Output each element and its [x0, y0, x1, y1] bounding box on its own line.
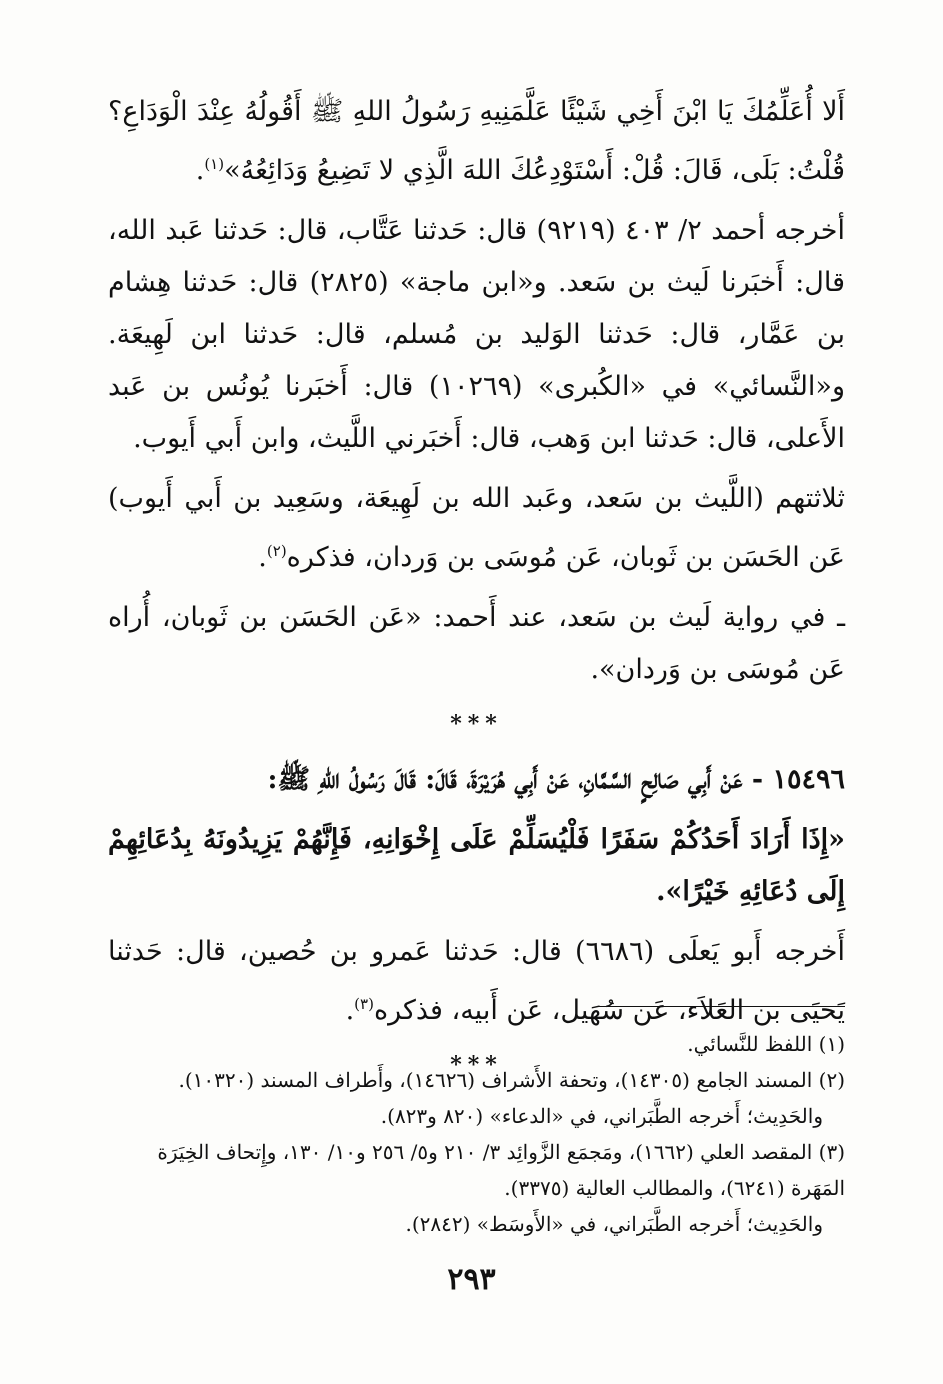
hadith-isnad: - عَنْ أَبِي صَالِحٍ السَّمَّانِ، عَنْ أَبِي هُرَيْرَةَ، قَالَ: قَالَ رَسُولُ اللهِ ﷺ: — [267, 764, 764, 795]
footnote-ref-1: (١) — [204, 155, 225, 173]
section-separator-2: *** — [450, 1052, 503, 1078]
paragraph-takhrij: أخرجه أحمد ٢/ ٤٠٣ (٩٢١٩) قال: حَدثنا عَتَّاب، قال: حَدثنا عَبد الله، قال: أَخبَرنا لَيث بن سَعد. و«ابن ماجة» (٢٨٢٥) قال: حَدثنا هِشام بن عَمَّار، قال: حَدثنا الوَليد بن مُسلم، قال: حَدثنا ابن لَهِيعَة. و«النَّسائي» في «الكُبرى» (١٠٢٦٩) قال: أَخبَرنا يُونُس بن عَبد الأَعلى، قال: حَدثنا ابن وَهب، قال: أَخبَرني اللَّيث، وابن أَبي أَيوب. — [108, 215, 845, 454]
paragraph-takhrij-2: أَخرجه أَبو يَعلَى (٦٦٨٦) قال: حَدثنا عَمرو بن حُصين، قال: حَدثنا يَحيَى بن العَلاَء، عَن سُهَيل، عَن أَبيه، فذكره$^{(٣)}$. — [108, 936, 845, 1026]
footnote-3-continued: والحَدِيث؛ أَخرجه الطَّبَراني، في «الأَوسَط» (٢٨٤٢). — [405, 1212, 823, 1236]
footnote-3: (٣) المقصد العلي (١٦٦٢)، ومَجمَع الزَّوائِد ٣/ ٢١٠ و٥/ ٢٥٦ و١٠/ ١٣٠، وإِتحاف الخِيَرَة المَهَرة (٦٢٤١)، والمطالب العالية (٣٣٧٥). — [157, 1140, 845, 1200]
footnote-ref-2: (٢) — [266, 542, 287, 560]
footnote-2-continued: والحَدِيث؛ أَخرجه الطَّبَراني، في «الدعاء» (٨٢٠ و٨٢٣). — [380, 1104, 823, 1128]
footnote-1: (١) اللفظ للنَّسائي. — [687, 1032, 845, 1056]
footnote-2: (٢) المسند الجامع (١٤٣٠٥)، وتحفة الأَشراف (١٤٦٢٦)، وأَطراف المسند (١٠٣٢٠). — [178, 1068, 845, 1092]
footnotes — [108, 1026, 845, 1242]
footnote-divider — [598, 1006, 845, 1007]
page-number: ٢٩٣ — [447, 1262, 496, 1297]
paragraph-isnad-summary: ثلاثتهم (اللَّيث بن سَعد، وعَبد الله بن لَهِيعَة، وسَعِيد بن أَبي أَيوب) عَن الحَسَن بن ثَوبان، عَن مُوسَى بن وَردان، فذكره$^{(٢)}$. — [108, 483, 846, 573]
paragraph-note: ـ في رواية لَيث بن سَعد، عند أَحمد: «عَن الحَسَن بن ثَوبان، أُراه عَن مُوسَى بن وَردان». — [108, 602, 845, 685]
paragraph-hadith-end: أَلا أُعَلِّمُكَ يَا ابْنَ أَخِي شَيْئًا عَلَّمَنِيهِ رَسُولُ اللهِ ﷺ أَقُولُهُ عِنْدَ الْوَدَاعِ؟ قُلْتُ: بَلَى، قَالَ: قُلْ: أَسْتَوْدِعُكَ اللهَ الَّذِي لا تَضِيعُ وَدَائِعُهُ»$^{(١)}$. — [108, 96, 845, 186]
hadith-number: ١٥٤٩٦ — [772, 764, 845, 795]
hadith-heading — [108, 754, 845, 806]
hadith-continuation: أَلا أُعَلِّمُكَ يَا ابْنَ أَخِي شَيْئًا عَلَّمَنِيهِ رَسُولُ اللهِ ﷺ أَقُولُهُ عِنْدَ الْوَدَاعِ؟ قُلْتُ: بَلَى، قَالَ: قُلْ: أَسْتَوْدِعُكَ اللهَ الَّذِي لا تَضِيعُ وَدَائِعُهُ» — [108, 96, 845, 186]
section-separator: *** — [450, 711, 503, 737]
hadith-text: «إِذَا أَرَادَ أَحَدُكُمْ سَفَرًا فَلْيُسَلِّمْ عَلَى إِخْوَانِهِ، فَإِنَّهُمْ يَزِيدُونَهُ بِدُعَائِهِمْ إِلَى دُعَائِهِ خَيْرًا». — [108, 824, 845, 907]
main-text — [108, 86, 845, 1095]
footnote-ref-3: (٣) — [354, 995, 374, 1013]
